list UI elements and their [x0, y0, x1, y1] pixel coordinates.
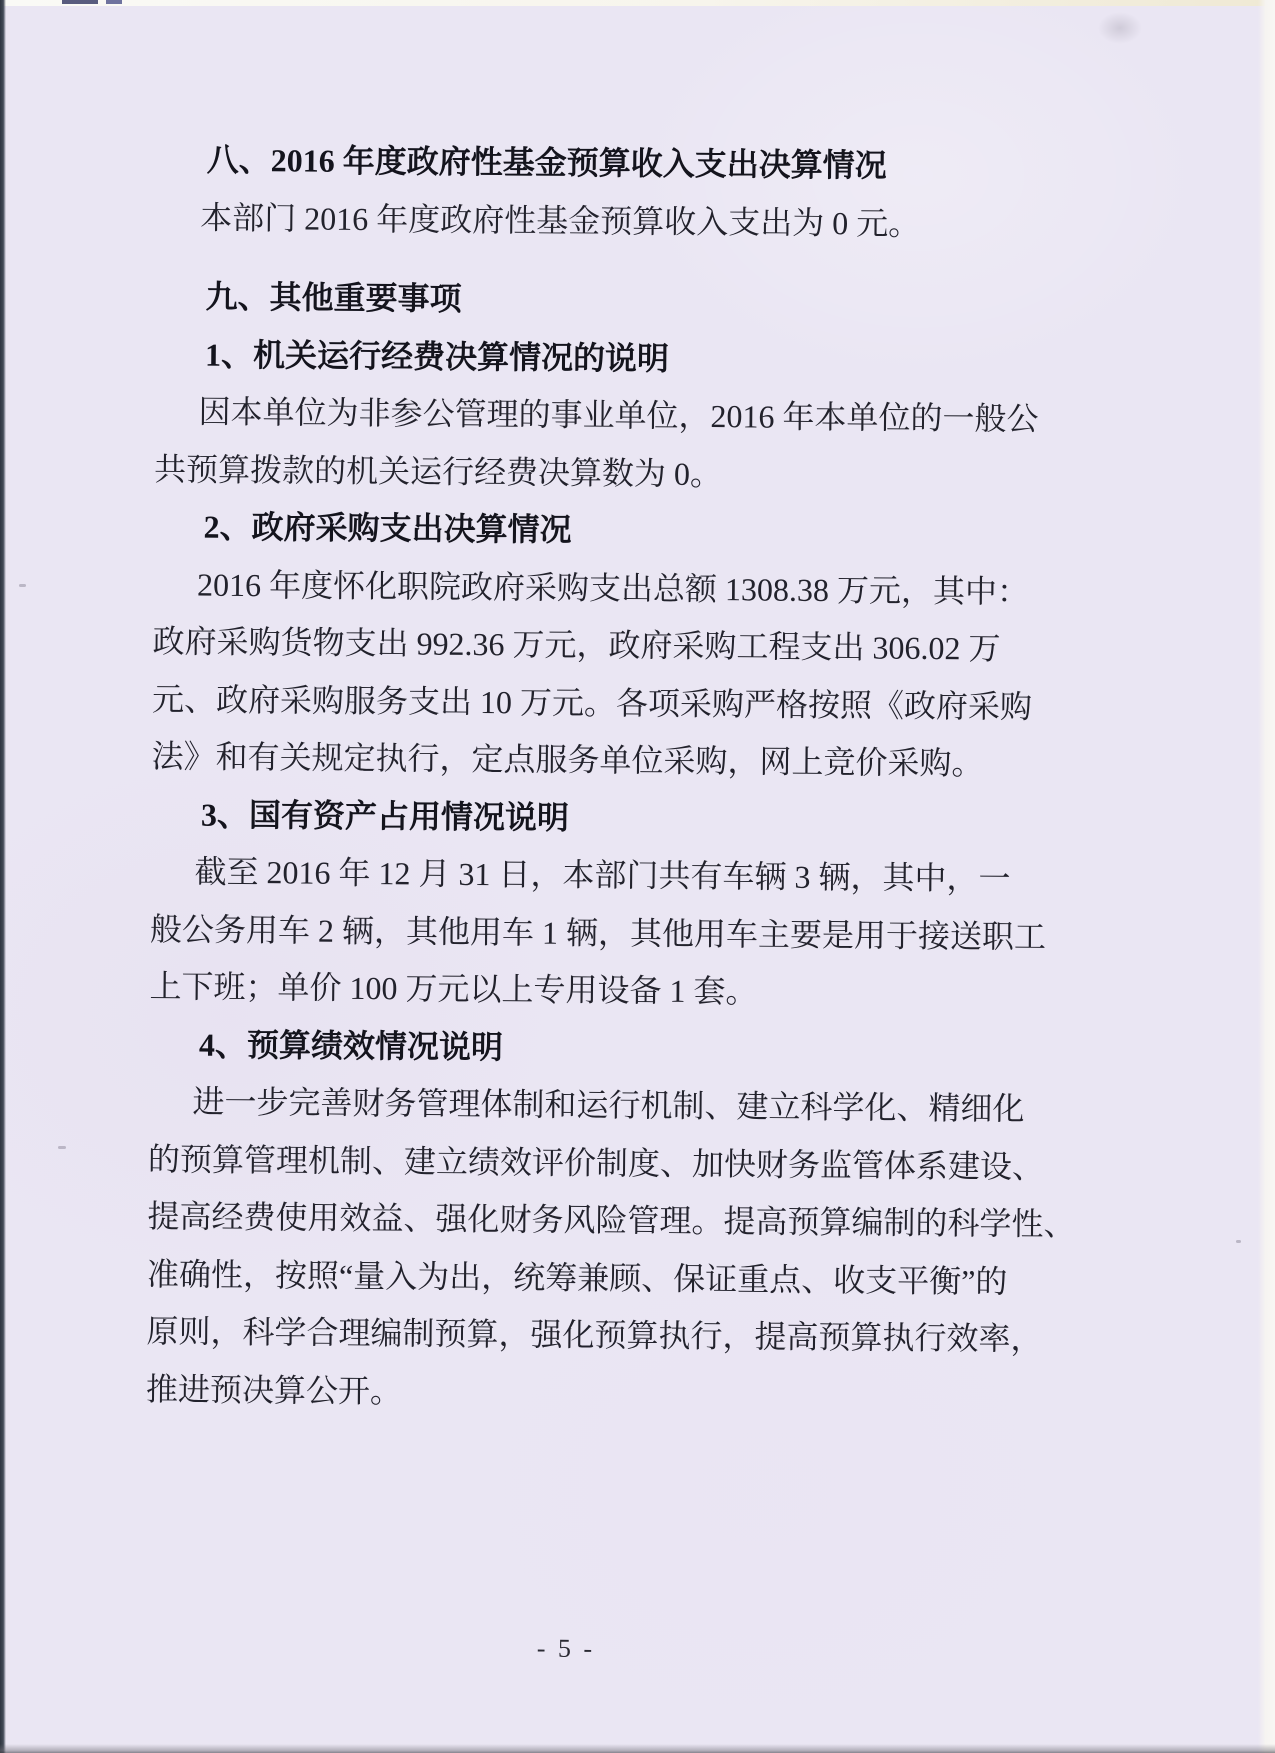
subsection-3-paragraph-line: 上下班；单价 100 万元以上专用设备 1 套。 [149, 968, 758, 1010]
scan-smudge [1098, 12, 1142, 44]
subsection-2-paragraph-line: 2016 年度怀化职院政府采购支出总额 1308.38 万元，其中： [196, 566, 1030, 610]
scan-artifact-dash [62, 0, 98, 4]
document-body [0, 130, 1275, 1675]
subsection-1-paragraph-line: 因本单位为非参公管理的事业单位，2016 年本单位的一般公 [198, 393, 1039, 437]
subsection-2-paragraph-line: 元、政府采购服务支出 10 万元。各项采购严格按照《政府采购 [151, 680, 1033, 725]
scan-artifact-dash [106, 0, 122, 4]
subsection-2-paragraph-line: 法》和有关规定执行，定点服务单位采购，网上竞价采购。 [151, 738, 984, 782]
subsection-1-paragraph-line: 共预算拨款的机关运行经费决算数为 0。 [153, 450, 723, 492]
subsection-1-heading: 1、机关运行经费决算情况的说明 [204, 336, 670, 377]
subsection-3-paragraph-line: 般公务用车 2 辆，其他用车 1 辆，其他用车主要是用于接送职工 [149, 910, 1047, 955]
section-8-paragraph-line: 本部门 2016 年度政府性基金预算收入支出为 0 元。 [200, 199, 921, 242]
scan-edge-bottom [0, 1744, 1275, 1753]
section-8-heading: 八、2016 年度政府性基金预算收入支出决算情况 [206, 141, 887, 184]
subsection-4-paragraph-line: 原则，科学合理编制预算，强化预算执行，提高预算执行效率， [146, 1313, 1043, 1357]
subsection-4-paragraph-line: 的预算管理机制、建立绩效评价制度、加快财务监管体系建设、 [147, 1140, 1045, 1185]
subsection-4-paragraph-line: 进一步完善财务管理体制和运行机制、建立科学化、精细化 [192, 1083, 1025, 1127]
subsection-3-heading: 3、国有资产占用情况说明 [200, 796, 570, 836]
scan-edge-top [0, 0, 1275, 6]
section-9-heading: 九、其他重要事项 [205, 278, 462, 317]
subsection-4-heading: 4、预算绩效情况说明 [198, 1026, 504, 1065]
subsection-4-paragraph-line: 提高经费使用效益、强化财务风险管理。提高预算编制的科学性、 [147, 1198, 1076, 1243]
subsection-2-paragraph-line: 政府采购货物支出 992.36 万元，政府采购工程支出 306.02 万 [152, 623, 1001, 667]
subsection-3-paragraph-line: 截至 2016 年 12 月 31 日，本部门共有车辆 3 辆，其中，一 [194, 853, 1011, 897]
subsection-4-paragraph-line: 准确性，按照“量入为出，统筹兼顾、保证重点、收支平衡”的 [146, 1255, 1008, 1300]
page-number: - 5 - [536, 1633, 596, 1664]
subsection-4-paragraph-line: 推进预决算公开。 [145, 1370, 403, 1409]
subsection-2-heading: 2、政府采购支出决算情况 [203, 508, 572, 548]
